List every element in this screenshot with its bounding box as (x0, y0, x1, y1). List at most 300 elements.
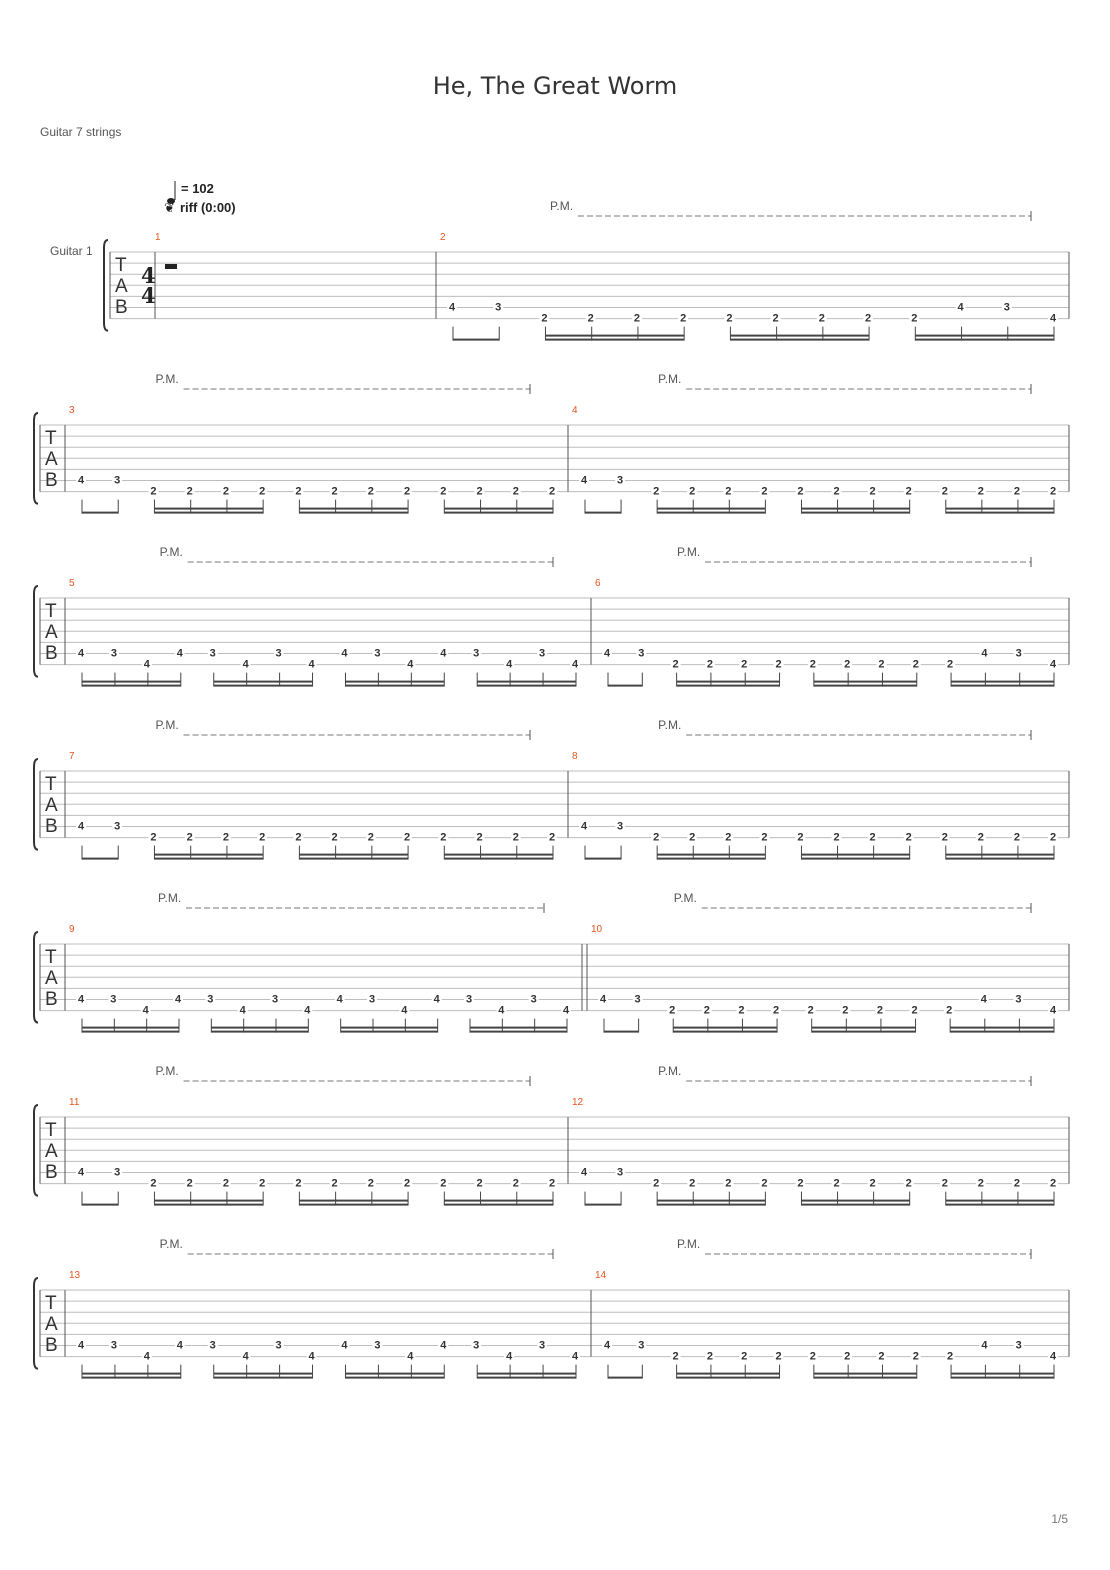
track-name-label: Guitar 1 (50, 244, 93, 258)
fret-number: 4 (308, 658, 315, 671)
note-beam (211, 1027, 308, 1029)
fret-number: 3 (209, 1339, 216, 1352)
fret-number: 3 (114, 820, 121, 833)
note-beam (801, 854, 909, 856)
fret-number: 4 (341, 1339, 348, 1352)
fret-number: 4 (580, 1166, 588, 1179)
note-beam (341, 1031, 438, 1033)
tab-clef-letter: T (45, 947, 57, 968)
note-beam (608, 1377, 642, 1379)
note-beam (444, 854, 553, 856)
fret-number: 2 (512, 1177, 519, 1190)
tab-clef-letter: T (45, 1120, 57, 1141)
fret-number: 2 (833, 485, 840, 498)
fret-number: 2 (797, 485, 804, 498)
measure-number: 3 (69, 405, 75, 416)
fret-number: 4 (176, 647, 183, 660)
note-beam (657, 1204, 765, 1206)
note-beam (444, 858, 553, 860)
note-beam (657, 858, 765, 860)
palm-mute-label: P.M. (677, 1237, 701, 1251)
fret-number: 2 (772, 312, 779, 325)
fret-number: 3 (634, 993, 641, 1006)
fret-number: 2 (876, 1004, 883, 1017)
fret-number: 2 (295, 831, 302, 844)
fret-number: 2 (741, 1350, 748, 1363)
note-beam (299, 854, 408, 856)
fret-number: 2 (404, 831, 411, 844)
tab-clef-letter: T (45, 428, 57, 449)
palm-mute-label: P.M. (159, 545, 183, 559)
fret-number: 4 (242, 1350, 249, 1363)
fret-number: 2 (761, 485, 768, 498)
note-beam (82, 1027, 179, 1029)
fret-number: 3 (114, 1166, 121, 1179)
note-beam (915, 339, 1054, 341)
fret-number: 2 (977, 831, 984, 844)
fret-number: 3 (114, 474, 121, 487)
tab-clef-letter: A (45, 1141, 58, 1162)
note-beam (444, 1204, 553, 1206)
page-number: 1/5 (1051, 1512, 1068, 1526)
fret-number: 3 (374, 1339, 381, 1352)
fret-number: 2 (633, 312, 640, 325)
time-signature-top: 4 (141, 263, 156, 288)
fret-number: 3 (1015, 1339, 1022, 1352)
note-beam (801, 1200, 909, 1202)
note-beam (82, 681, 181, 683)
fret-number: 2 (689, 831, 696, 844)
fret-number: 2 (541, 312, 548, 325)
fret-number: 2 (186, 1177, 193, 1190)
fret-number: 2 (738, 1004, 745, 1017)
fret-number: 2 (259, 1177, 266, 1190)
note-beam (545, 335, 684, 337)
note-beam (950, 1031, 1054, 1033)
fret-number: 2 (150, 831, 157, 844)
palm-mute-label: P.M. (155, 718, 179, 732)
fret-number: 2 (150, 485, 157, 498)
fret-number: 2 (331, 485, 338, 498)
fret-number: 4 (341, 647, 348, 660)
fret-number: 3 (539, 647, 546, 660)
note-beam (801, 858, 909, 860)
fret-number: 2 (842, 1004, 849, 1017)
fret-number: 4 (506, 1350, 513, 1363)
system-bracket (34, 759, 38, 850)
fret-number: 4 (981, 647, 988, 660)
fret-number: 2 (295, 1177, 302, 1190)
fret-number: 2 (703, 1004, 710, 1017)
fret-number: 4 (580, 474, 588, 487)
note-beam (814, 685, 917, 687)
fret-number: 3 (271, 993, 279, 1006)
tab-clef-letter: B (45, 816, 58, 837)
fret-number: 2 (726, 312, 733, 325)
tab-clef-letter: A (45, 622, 58, 643)
fret-number: 3 (465, 993, 473, 1006)
fret-number: 4 (336, 993, 343, 1006)
note-beam (585, 858, 621, 860)
fret-number: 2 (689, 485, 696, 498)
note-beam (477, 1373, 576, 1375)
fret-number: 2 (869, 1177, 876, 1190)
fret-number: 4 (77, 993, 85, 1006)
measure-number: 2 (440, 232, 446, 243)
fret-number: 2 (440, 831, 447, 844)
note-beam (677, 1373, 780, 1375)
fret-number: 4 (401, 1004, 408, 1017)
fret-number: 2 (404, 1177, 411, 1190)
fret-number: 3 (110, 993, 117, 1006)
fret-number: 2 (775, 1350, 782, 1363)
note-beam (677, 1377, 780, 1379)
note-beam (657, 1200, 765, 1202)
fret-number: 4 (433, 993, 440, 1006)
fret-number: 2 (186, 831, 193, 844)
fret-number: 3 (1015, 993, 1022, 1006)
fret-number: 2 (653, 1177, 660, 1190)
fret-number: 2 (331, 1177, 338, 1190)
note-beam (608, 685, 642, 687)
section-marker: riff (0:00) (180, 200, 236, 215)
note-beam (946, 1204, 1054, 1206)
note-beam (951, 681, 1054, 683)
fret-number: 2 (941, 831, 948, 844)
measure-number: 13 (69, 1270, 81, 1281)
fret-number: 2 (773, 1004, 780, 1017)
fret-number: 2 (905, 1177, 912, 1190)
fret-number: 2 (689, 1177, 696, 1190)
fret-number: 2 (259, 485, 266, 498)
tab-clef-letter: B (45, 1335, 58, 1356)
fret-number: 3 (530, 993, 537, 1006)
tab-clef-letter: T (45, 774, 57, 795)
tab-clef-letter: B (115, 297, 128, 318)
fret-number: 4 (77, 820, 85, 833)
fret-number: 2 (548, 831, 556, 844)
fret-number: 2 (680, 312, 687, 325)
fret-number: 2 (512, 831, 519, 844)
fret-number: 2 (1013, 1177, 1020, 1190)
fret-number: 2 (150, 1177, 157, 1190)
fret-number: 2 (947, 1350, 954, 1363)
note-beam (477, 1377, 576, 1379)
fret-number: 2 (869, 831, 876, 844)
fret-number: 2 (807, 1004, 814, 1017)
fret-number: 2 (775, 658, 782, 671)
palm-mute-label: P.M. (158, 891, 182, 905)
fret-number: 2 (476, 485, 483, 498)
palm-mute-label: P.M. (658, 372, 682, 386)
fret-number: 2 (833, 1177, 840, 1190)
note-beam (730, 335, 869, 337)
note-beam (477, 685, 576, 687)
fret-number: 2 (476, 1177, 483, 1190)
fret-number: 2 (878, 658, 885, 671)
tab-clef-letter: T (45, 601, 57, 622)
note-beam (341, 1027, 438, 1029)
note-beam (154, 1204, 263, 1206)
note-beam (585, 512, 621, 514)
fret-number: 3 (275, 647, 282, 660)
instrument-label: Guitar 7 strings (40, 125, 122, 139)
note-beam (814, 681, 917, 683)
fret-number: 2 (295, 485, 302, 498)
note-beam (812, 1027, 916, 1029)
fret-number: 3 (638, 1339, 645, 1352)
note-beam (946, 854, 1054, 856)
fret-number: 2 (669, 1004, 676, 1017)
fret-number: 2 (331, 831, 338, 844)
fret-number: 2 (1049, 831, 1057, 844)
fret-number: 2 (869, 485, 876, 498)
note-beam (677, 685, 780, 687)
note-beam (214, 1373, 313, 1375)
fret-number: 2 (946, 1004, 953, 1017)
fret-number: 4 (562, 1004, 570, 1017)
fret-number: 2 (725, 831, 732, 844)
note-beam (673, 1031, 777, 1033)
fret-number: 2 (761, 1177, 768, 1190)
fret-number: 4 (239, 1004, 246, 1017)
fret-number: 4 (440, 1339, 447, 1352)
system-bracket (34, 932, 38, 1023)
fret-number: 4 (571, 1350, 579, 1363)
fret-number: 4 (308, 1350, 315, 1363)
fret-number: 3 (374, 647, 381, 660)
fret-number: 2 (548, 485, 556, 498)
fret-number: 4 (174, 993, 182, 1006)
fret-number: 3 (1015, 647, 1022, 660)
measure-number: 9 (69, 924, 75, 935)
half-rest-icon (165, 264, 177, 269)
note-beam (951, 685, 1054, 687)
fret-number: 4 (506, 658, 513, 671)
note-beam (345, 681, 444, 683)
measure-number: 7 (69, 751, 75, 762)
palm-mute-label: P.M. (549, 199, 574, 213)
fret-number: 3 (495, 301, 502, 314)
fret-number: 4 (580, 820, 588, 833)
fret-number: 2 (941, 485, 948, 498)
fret-number: 4 (571, 658, 579, 671)
fret-number: 2 (818, 312, 825, 325)
system-bracket (34, 586, 38, 677)
palm-mute-label: P.M. (658, 718, 682, 732)
fret-number: 4 (407, 658, 414, 671)
time-signature-bottom: 4 (141, 283, 156, 308)
fret-number: 4 (77, 1339, 85, 1352)
note-beam (657, 512, 765, 514)
note-beam (82, 512, 118, 514)
fret-number: 3 (368, 993, 376, 1006)
tab-clef-letter: A (115, 276, 128, 297)
note-beam (299, 1204, 408, 1206)
fret-number: 2 (941, 1177, 948, 1190)
fret-number: 2 (977, 1177, 984, 1190)
fret-number: 4 (603, 647, 611, 660)
note-beam (470, 1027, 567, 1029)
note-beam (214, 681, 313, 683)
fret-number: 4 (603, 1339, 611, 1352)
note-beam (951, 1377, 1054, 1379)
note-beam (814, 1377, 917, 1379)
fret-number: 2 (1049, 1177, 1057, 1190)
fret-number: 2 (367, 831, 374, 844)
fret-number: 2 (797, 831, 804, 844)
tab-clef-letter: B (45, 1162, 58, 1183)
note-beam (444, 512, 553, 514)
fret-number: 4 (77, 647, 85, 660)
note-beam (82, 1204, 118, 1206)
fret-number: 2 (725, 1177, 732, 1190)
palm-mute-label: P.M. (677, 545, 701, 559)
fret-number: 2 (977, 485, 984, 498)
note-beam (585, 1204, 621, 1206)
system-bracket (34, 1105, 38, 1196)
fret-number: 2 (548, 1177, 556, 1190)
note-beam (946, 858, 1054, 860)
measure-number: 10 (591, 924, 603, 935)
fret-number: 2 (186, 485, 193, 498)
fret-number: 4 (980, 993, 987, 1006)
tab-clef-letter: A (45, 795, 58, 816)
fret-number: 2 (878, 1350, 885, 1363)
note-beam (946, 1200, 1054, 1202)
fret-number: 4 (599, 993, 607, 1006)
note-beam (951, 1373, 1054, 1375)
measure-number: 11 (69, 1097, 80, 1108)
fret-number: 3 (617, 1166, 624, 1179)
fret-number: 4 (1049, 1004, 1057, 1017)
note-beam (214, 1377, 313, 1379)
section-icon: ❦ (164, 200, 175, 215)
palm-mute-label: P.M. (155, 372, 179, 386)
palm-mute-label: P.M. (159, 1237, 183, 1251)
fret-number: 3 (275, 1339, 282, 1352)
fret-number: 3 (209, 647, 216, 660)
fret-number: 3 (110, 647, 117, 660)
fret-number: 4 (407, 1350, 414, 1363)
fret-number: 2 (706, 658, 713, 671)
fret-number: 4 (142, 1004, 149, 1017)
note-beam (154, 1200, 263, 1202)
fret-number: 2 (259, 831, 266, 844)
note-beam (946, 512, 1054, 514)
note-beam (345, 1377, 444, 1379)
fret-number: 2 (367, 1177, 374, 1190)
note-beam (214, 685, 313, 687)
fret-number: 3 (617, 820, 624, 833)
note-beam (730, 339, 869, 341)
fret-number: 3 (473, 1339, 480, 1352)
fret-number: 3 (1003, 301, 1010, 314)
fret-number: 2 (476, 831, 483, 844)
fret-number: 2 (761, 831, 768, 844)
fret-number: 2 (911, 312, 918, 325)
fret-number: 2 (844, 658, 851, 671)
fret-number: 4 (143, 658, 150, 671)
fret-number: 2 (911, 1004, 918, 1017)
fret-number: 2 (672, 1350, 679, 1363)
note-beam (82, 1377, 181, 1379)
fret-number: 2 (912, 1350, 919, 1363)
note-beam (444, 1200, 553, 1202)
fret-number: 2 (1013, 485, 1020, 498)
fret-number: 2 (512, 485, 519, 498)
fret-number: 2 (222, 485, 229, 498)
fret-number: 4 (1049, 1350, 1057, 1363)
system-bracket (34, 413, 38, 504)
fret-number: 2 (653, 485, 660, 498)
measure-number: 6 (595, 578, 601, 589)
palm-mute-label: P.M. (658, 1064, 682, 1078)
note-beam (82, 1373, 181, 1375)
palm-mute-label: P.M. (673, 891, 697, 905)
measure-number: 14 (595, 1270, 607, 1281)
note-beam (657, 854, 765, 856)
fret-number: 2 (404, 485, 411, 498)
note-beam (801, 512, 909, 514)
fret-number: 2 (1049, 485, 1057, 498)
tempo-value: = 102 (181, 181, 214, 196)
fret-number: 2 (741, 658, 748, 671)
note-beam (915, 335, 1054, 337)
note-beam (345, 685, 444, 687)
fret-number: 2 (367, 485, 374, 498)
note-beam (82, 858, 118, 860)
fret-number: 3 (638, 647, 645, 660)
note-beam (673, 1027, 777, 1029)
measure-number: 4 (572, 405, 578, 416)
note-beam (470, 1031, 567, 1033)
note-beam (604, 1031, 639, 1033)
fret-number: 4 (1049, 658, 1057, 671)
fret-number: 2 (440, 1177, 447, 1190)
tab-clef-letter: B (45, 470, 58, 491)
fret-number: 2 (865, 312, 872, 325)
note-beam (677, 681, 780, 683)
note-beam (801, 1204, 909, 1206)
note-beam (801, 508, 909, 510)
tab-clef-letter: T (115, 255, 127, 276)
fret-number: 2 (672, 658, 679, 671)
fret-number: 4 (77, 1166, 85, 1179)
system-bracket (34, 1278, 38, 1369)
tab-clef-letter: A (45, 968, 58, 989)
tab-clef-letter: B (45, 989, 58, 1010)
fret-number: 3 (110, 1339, 117, 1352)
note-beam (154, 858, 263, 860)
note-beam (444, 508, 553, 510)
fret-number: 4 (981, 1339, 988, 1352)
fret-number: 4 (176, 1339, 183, 1352)
note-beam (82, 685, 181, 687)
fret-number: 2 (809, 658, 816, 671)
fret-number: 4 (304, 1004, 311, 1017)
fret-number: 4 (143, 1350, 150, 1363)
fret-number: 4 (77, 474, 85, 487)
note-beam (299, 512, 408, 514)
fret-number: 4 (498, 1004, 505, 1017)
note-beam (154, 854, 263, 856)
fret-number: 3 (617, 474, 624, 487)
fret-number: 2 (833, 831, 840, 844)
note-beam (453, 339, 499, 341)
fret-number: 4 (440, 647, 447, 660)
fret-number: 2 (725, 485, 732, 498)
